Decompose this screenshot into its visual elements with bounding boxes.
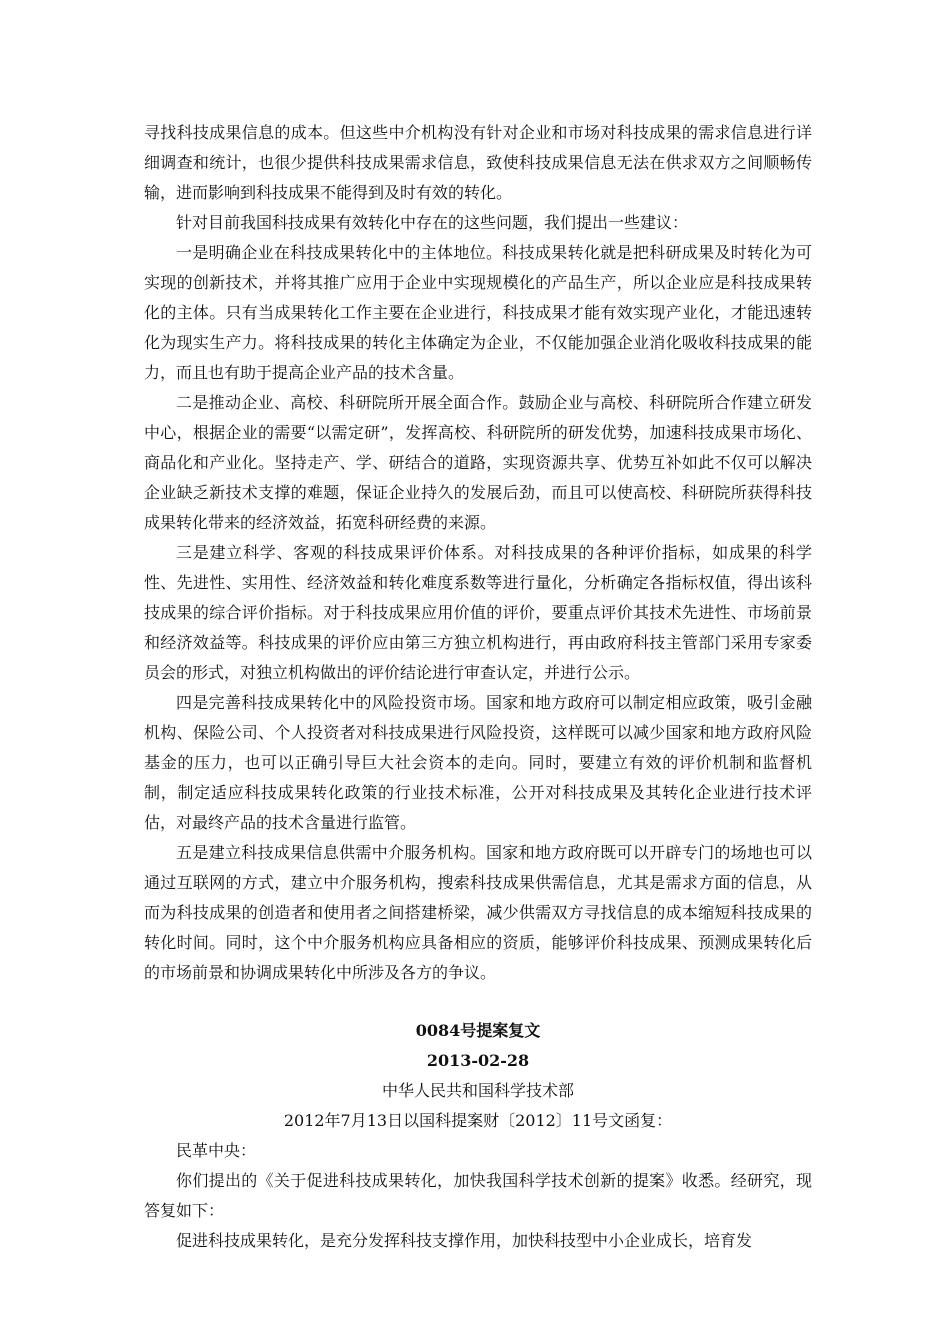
reply-salutation: 民革中央： [176,1141,257,1160]
reply-date: 2013-02-28 [426,1051,530,1070]
reply-section [144,1016,812,1256]
body-paragraph-7: 五是建立科技成果信息供需中介服务机构。国家和地方政府既可以开辟专门的场地也可以通过互联网的方式，建立中介服务机构，搜索科技成果供需信息，尤其是需求方面的信息，从而为科技成果的创造者和使用者之间搭建桥梁，减少供需双方寻找信息的成本缩短科技成果的转化时间。同时，这个中介服务机构应具备相应的资质，能够评价科技成果、预测成果转化后的市场前景和协调成果转化中所涉及各方的争议。 [144,843,812,982]
body-paragraph-1: 寻找科技成果信息的成本。但这些中介机构没有针对企业和市场对科技成果的需求信息进行详细调查和统计，也很少提供科技成果需求信息，致使科技成果信息无法在供求双方之间顺畅传输，进而影响到科技成果不能得到及时有效的转化。 [144,123,812,202]
body-paragraph-5: 三是建立科学、客观的科技成果评价体系。对科技成果的各种评价指标，如成果的科学性、先进性、实用性、经济效益和转化难度系数等进行量化，分析确定各指标权值，得出该科技成果的综合评价指标。对于科技成果应用价值的评价，要重点评价其技术先进性、市场前景和经济效益等。科技成果的评价应由第三方独立机构进行，再由政府科技主管部门采用专家委员会的形式，对独立机构做出的评价结论进行审查认定，并进行公示。 [144,543,812,682]
reply-paragraph-1: 你们提出的《关于促进科技成果转化，加快我国科学技术创新的提案》收悉。经研究，现答复如下： [144,1171,812,1220]
body-paragraph-6: 四是完善科技成果转化中的风险投资市场。国家和地方政府可以制定相应政策，吸引金融机构、保险公司、个人投资者对科技成果进行风险投资，这样既可以减少国家和地方政府风险基金的压力，也可以正确引导巨大社会资本的走向。同时，要建立有效的评价机制和监督机制，制定适应科技成果转化政策的行业技术标准，公开对科技成果及其转化企业进行技术评估，对最终产品的技术含量进行监管。 [144,693,812,832]
reply-reference: 2012年7月13日以国科提案财〔2012〕11号文函复： [283,1111,673,1130]
body-paragraph-3: 一是明确企业在科技成果转化中的主体地位。科技成果转化就是把科研成果及时转化为可实现的创新技术，并将其推广应用于企业中实现规模化的产品生产，所以企业应是科技成果转化的主体。只有当成果转化工作主要在企业进行，科技成果才能有效实现产业化，才能迅速转化为现实生产力。将科技成果的转化主体确定为企业，不仅能加强企业消化吸收科技成果的能力，而且也有助于提高企业产品的技术含量。 [144,243,812,382]
reply-title: 0084号提案复文 [415,1021,541,1040]
reply-issuer: 中华人民共和国科学技术部 [381,1081,574,1100]
body-paragraph-4: 二是推动企业、高校、科研院所开展全面合作。鼓励企业与高校、科研院所合作建立研发中心，根据企业的需要“以需定研”，发挥高校、科研院所的研发优势，加速科技成果市场化、商品化和产业化。坚持走产、学、研结合的道路，实现资源共享、优势互补如此不仅可以解决企业缺乏新技术支撑的难题，保证企业持久的发展后劲，而且可以使高校、科研院所获得科技成果转化带来的经济效益，拓宽科研经费的来源。 [144,393,812,532]
body-paragraph-2: 针对目前我国科技成果有效转化中存在的这些问题，我们提出一些建议： [176,213,689,232]
reply-paragraph-2: 促进科技成果转化，是充分发挥科技支撑作用，加快科技型中小企业成长，培育发 [176,1231,753,1250]
document-page [144,118,812,1256]
